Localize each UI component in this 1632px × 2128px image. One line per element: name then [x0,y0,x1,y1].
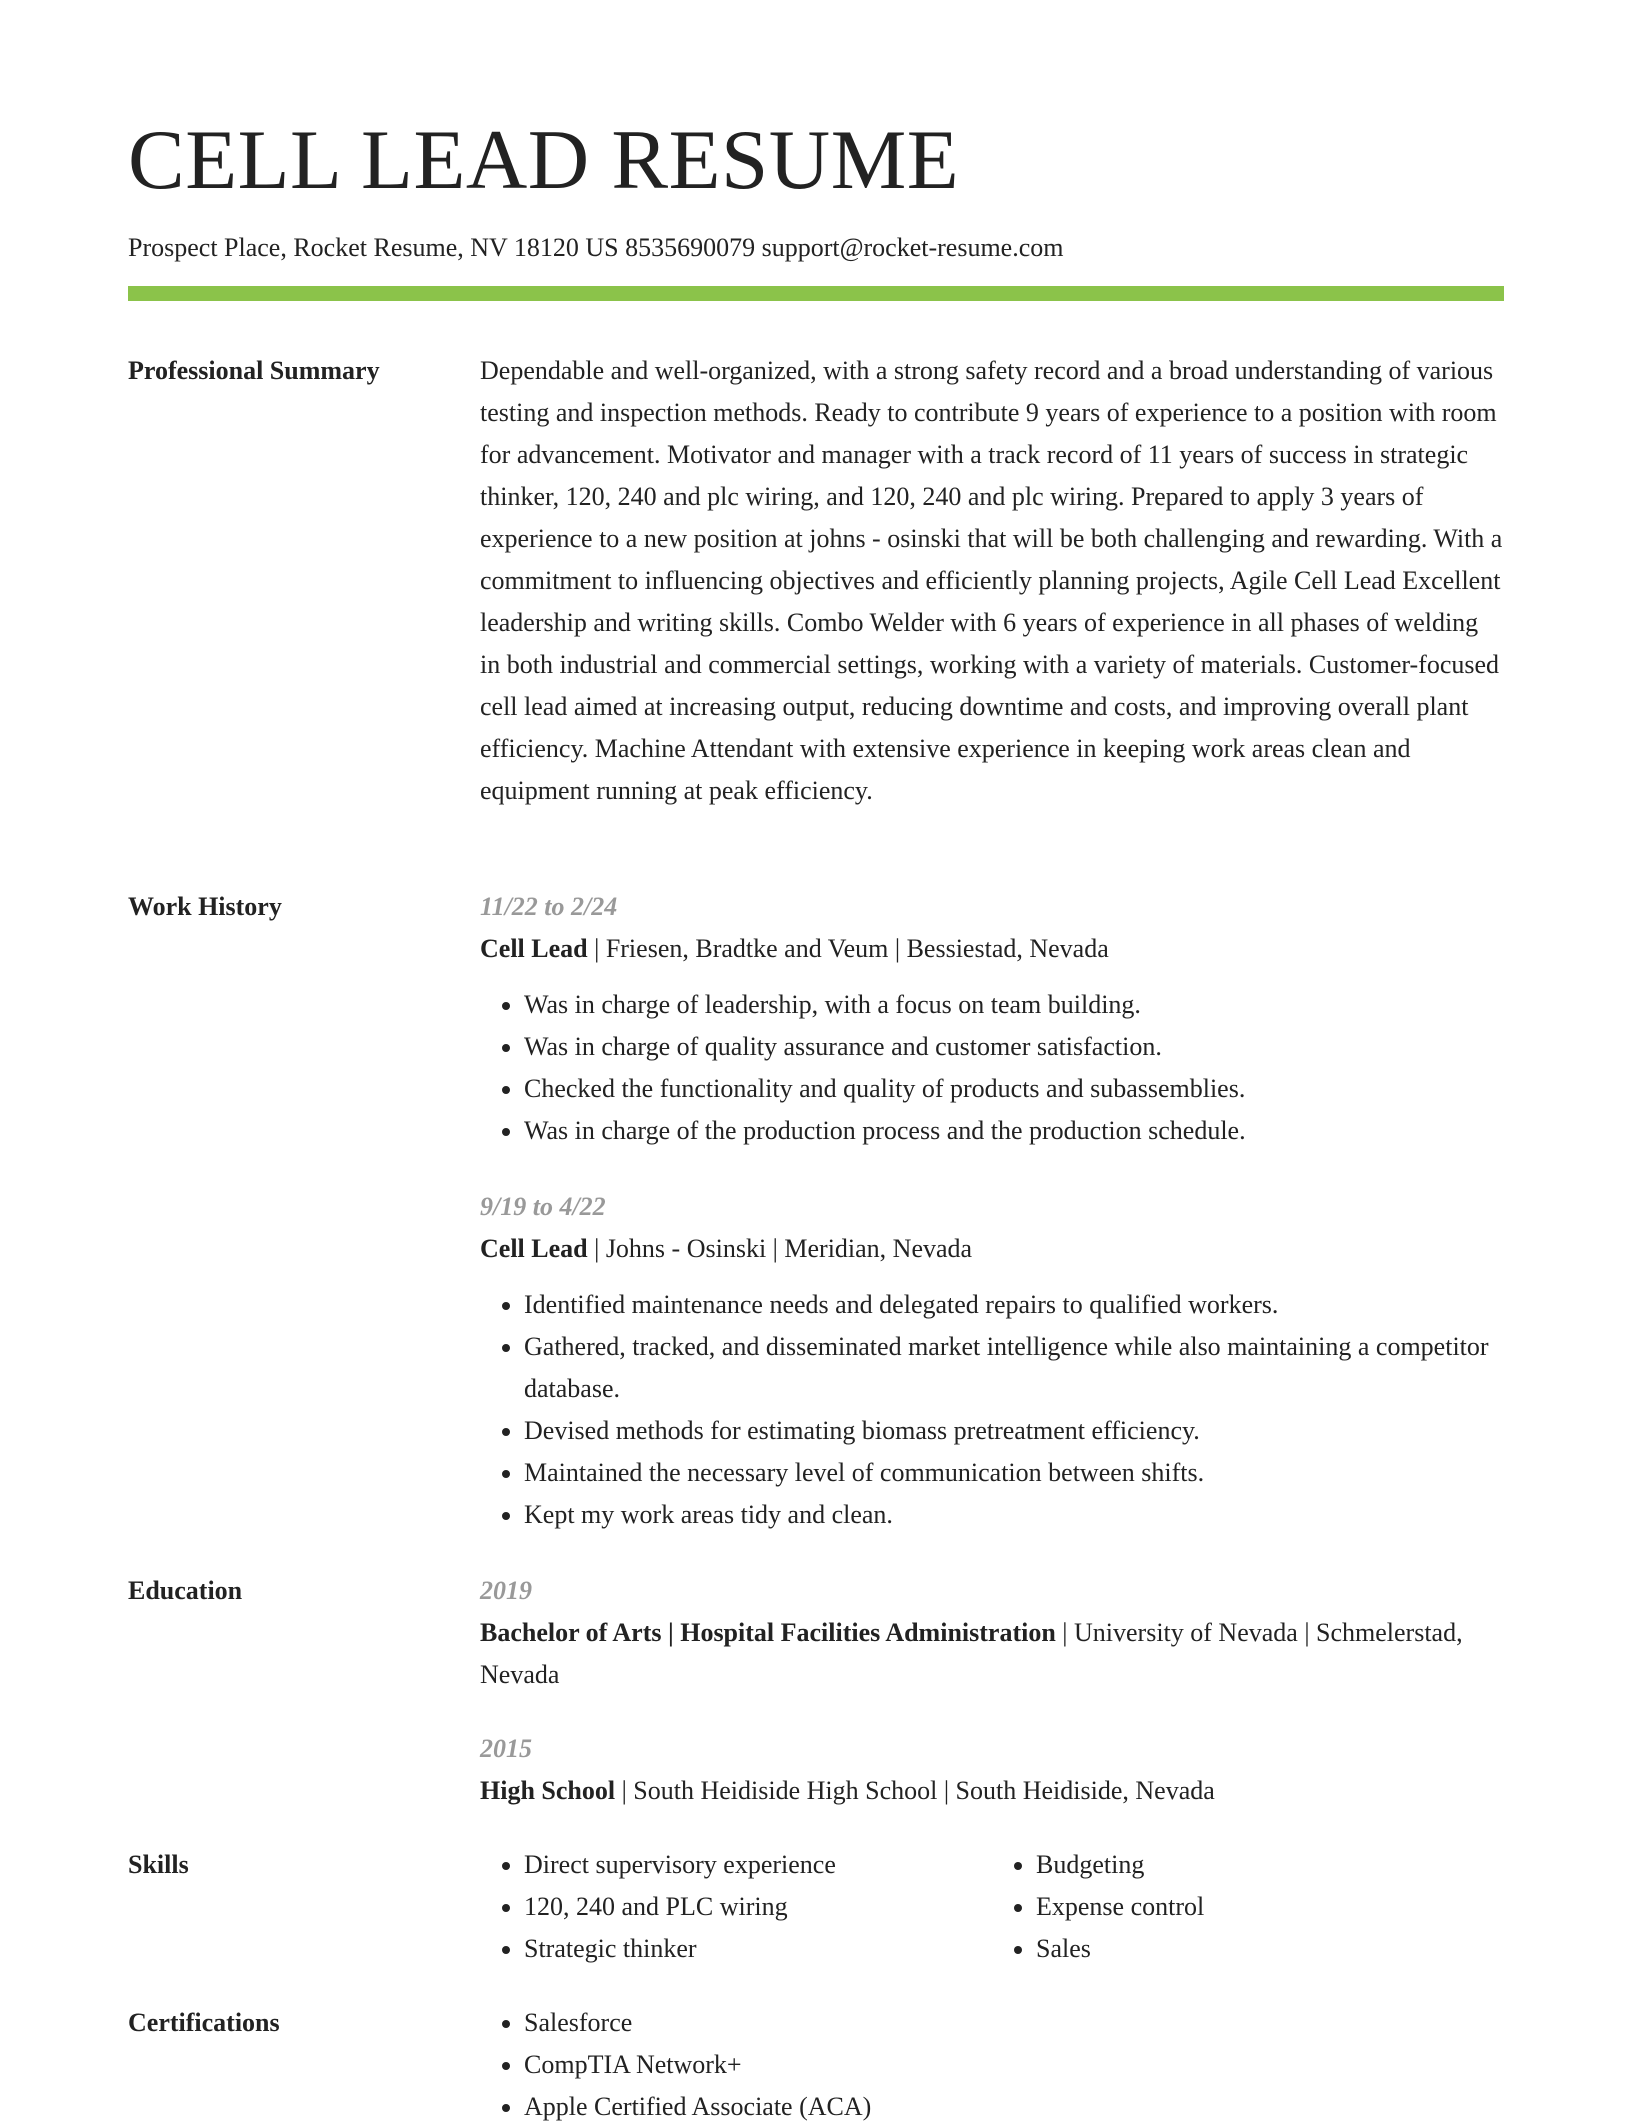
education-year: 2015 [480,1734,532,1763]
job-entry-2 [480,1186,1504,1536]
job-dates: 9/19 to 4/22 [480,1192,606,1221]
skills-list-col1 [480,1844,992,1970]
education-entry-1 [480,1570,1504,1696]
skill-item: • Strategic thinker [524,1928,992,1970]
job-bullet: • Checked the functionality and quality of products and subassemblies. [524,1068,1504,1110]
certification-item: • Salesforce [524,2002,1504,2044]
job-title: Cell Lead [480,934,588,963]
education-degree: High School [480,1776,616,1805]
contact-line: Prospect Place, Rocket Resume, NV 18120 US 8535690079 support@rocket-resume.com [128,233,1064,262]
summary-text: Dependable and well-organized, with a strong safety record and a broad understanding of various testing and inspection methods. Ready to contribute 9 years of experience to a position with room for advancement. Motivator and manager with a track record of 11 years of success in strategic thinker, 120, 240 and plc wiring, and 120, 240 and plc wiring. Prepared to apply 3 years of experience to a new position at johns - osinski that will be both challenging and rewarding. With a commitment to influencing objectives and efficiently planning projects, Agile Cell Lead Excellent leadership and writing skills. Combo Welder with 6 years of experience in all phases of welding in both industrial and commercial settings, working with a variety of materials. Customer-focused cell lead aimed at increasing output, reducing downtime and costs, and improving overall plant efficiency. Machine Attendant with extensive experience in keeping work areas clean and equipment running at peak efficiency. [480,356,1503,805]
job-bullet: • Devised methods for estimating biomass pretreatment efficiency. [524,1410,1504,1452]
section-label-skills: Skills [128,1850,189,1879]
job-bullet: • Was in charge of quality assurance and customer satisfaction. [524,1026,1504,1068]
job-title-line [480,928,1504,970]
certification-item: • Apple Certified Associate (ACA) [524,2086,1504,2128]
job-bullets [480,984,1504,1152]
job-title-line [480,1228,1504,1270]
skill-item: • Budgeting [1036,1844,1504,1886]
resume-title: CELL LEAD RESUME [128,113,960,207]
job-bullet: • Kept my work areas tidy and clean. [524,1494,1504,1536]
job-employer: | Friesen, Bradtke and Veum | Bessiestad, Nevada [587,934,1109,963]
job-dates: 11/22 to 2/24 [480,892,618,921]
education-line [480,1612,1504,1696]
skills-list-col2 [992,1844,1504,1970]
skill-item: • Expense control [1036,1886,1504,1928]
certification-item: • CompTIA Network+ [524,2044,1504,2086]
education-school: | University of Nevada | Schmelerstad, Nevada [480,1618,1463,1689]
skill-item: • Direct supervisory experience [524,1844,992,1886]
skills-grid [480,1844,1504,1970]
job-title: Cell Lead [480,1234,588,1263]
education-line [480,1770,1504,1812]
certifications-section [480,2002,1504,2128]
job-bullet: • Was in charge of leadership, with a focus on team building. [524,984,1504,1026]
job-bullet: • Maintained the necessary level of communication between shifts. [524,1452,1504,1494]
section-label-work-history: Work History [128,892,282,921]
job-entry-1 [480,886,1504,1152]
certifications-list [480,2002,1504,2128]
skill-item: • 120, 240 and PLC wiring [524,1886,992,1928]
accent-divider [128,286,1504,301]
education-school: | South Heidiside High School | South Heidiside, Nevada [615,1776,1215,1805]
education-degree: Bachelor of Arts | Hospital Facilities Administration [480,1618,1056,1647]
skill-item: • Sales [1036,1928,1504,1970]
job-bullet: • Was in charge of the production process and the production schedule. [524,1110,1504,1152]
job-bullets [480,1284,1504,1536]
job-bullet: • Identified maintenance needs and delegated repairs to qualified workers. [524,1284,1504,1326]
education-year: 2019 [480,1576,532,1605]
summary-section [480,350,1504,812]
education-entry-2 [480,1728,1504,1812]
skills-section [480,1844,1504,1970]
section-label-summary: Professional Summary [128,356,380,385]
job-employer: | Johns - Osinski | Meridian, Nevada [587,1234,973,1263]
job-bullet: • Gathered, tracked, and disseminated market intelligence while also maintaining a competitor database. [524,1326,1504,1410]
section-label-certifications: Certifications [128,2008,280,2037]
section-label-education: Education [128,1576,243,1605]
